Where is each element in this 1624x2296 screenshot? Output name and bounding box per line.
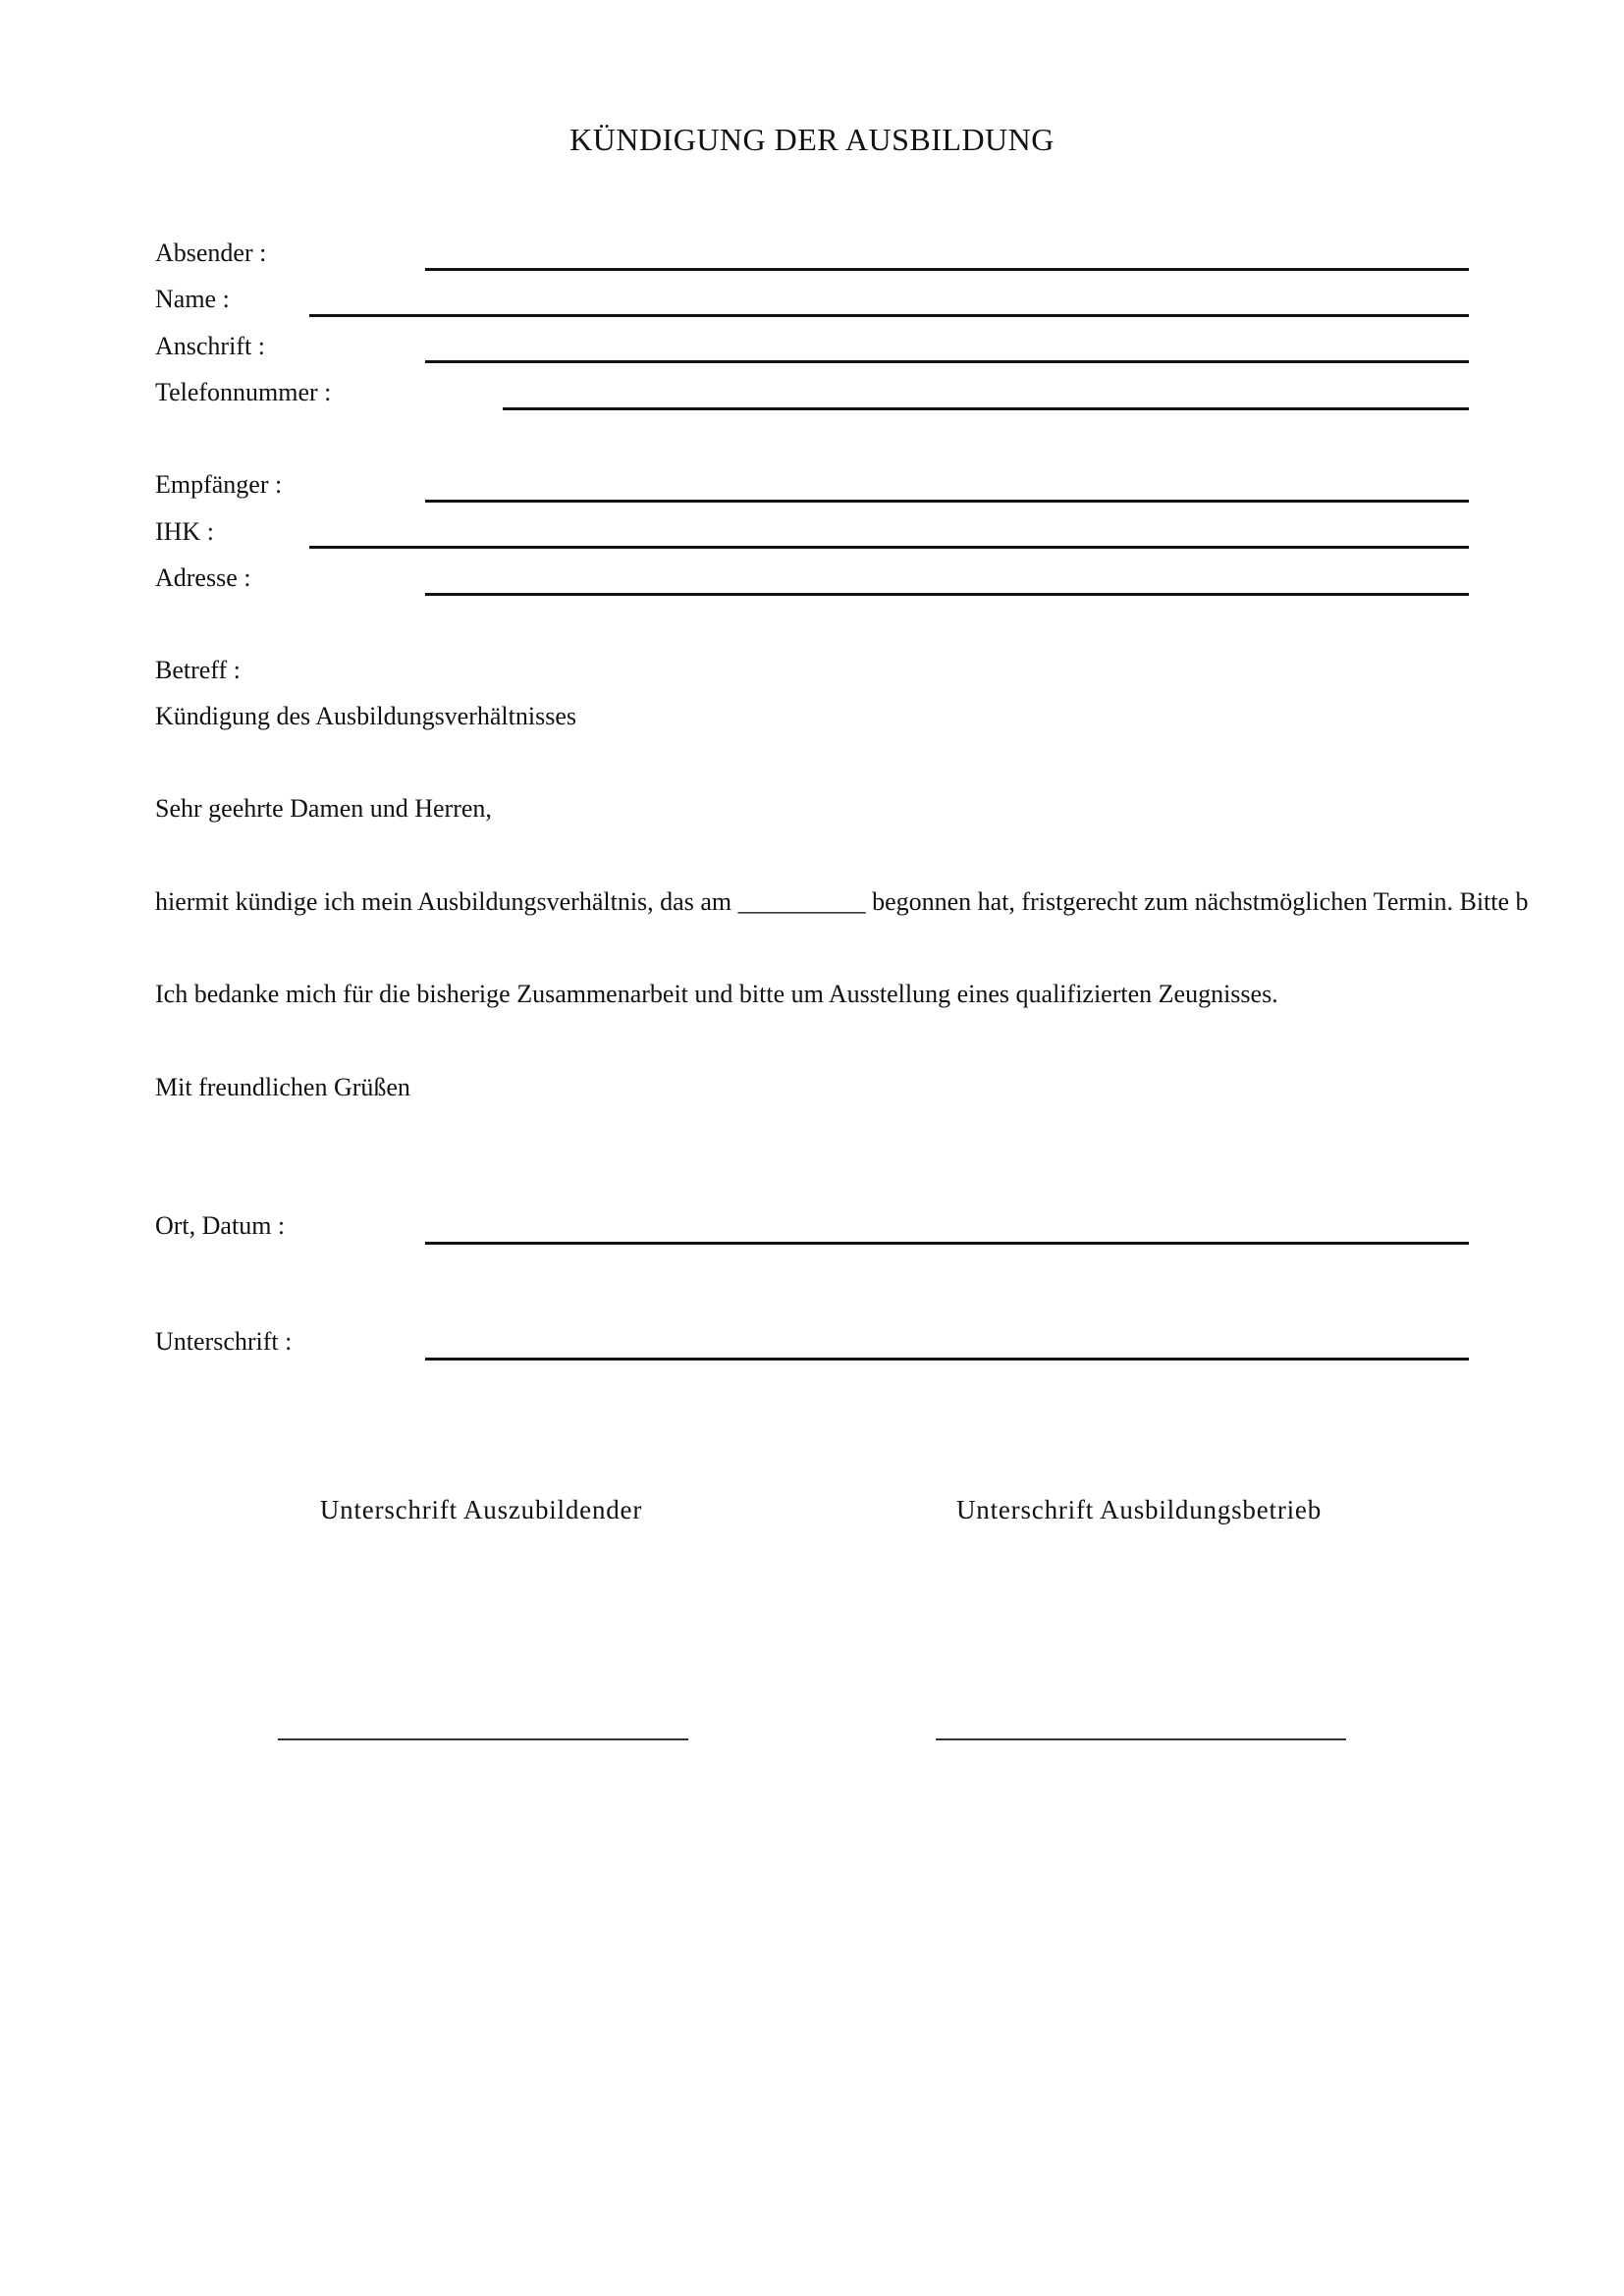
telefon-field-line[interactable] xyxy=(503,407,1469,410)
empfaenger-label: Empfänger : xyxy=(155,470,283,499)
signature-label-company: Unterschrift Ausbildungsbetrieb xyxy=(956,1495,1322,1524)
body-paragraph-2: Ich bedanke mich für die bisherige Zusammenarbeit und bitte um Ausstellung eines qualifizierten Zeugnisses. xyxy=(155,980,1278,1008)
signature-line-trainee[interactable] xyxy=(278,1738,688,1740)
ort-datum-label: Ort, Datum : xyxy=(155,1211,286,1240)
unterschrift-field-line[interactable] xyxy=(425,1358,1469,1361)
closing: Mit freundlichen Grüßen xyxy=(155,1073,410,1101)
salutation: Sehr geehrte Damen und Herren, xyxy=(155,794,492,823)
name-field-line[interactable] xyxy=(309,314,1469,317)
betreff-label: Betreff : xyxy=(155,656,241,684)
absender-field-line[interactable] xyxy=(425,268,1469,271)
ihk-label: IHK : xyxy=(155,517,214,546)
unterschrift-label: Unterschrift : xyxy=(155,1327,293,1356)
betreff-text: Kündigung des Ausbildungsverhältnisses xyxy=(155,702,576,730)
signature-line-company[interactable] xyxy=(936,1738,1346,1740)
ort-datum-field-line[interactable] xyxy=(425,1242,1469,1245)
signature-label-trainee: Unterschrift Auszubildender xyxy=(319,1495,643,1524)
adresse-field-line[interactable] xyxy=(425,593,1469,596)
document-title: KÜNDIGUNG DER AUSBILDUNG xyxy=(569,122,1055,157)
absender-label: Absender : xyxy=(155,239,267,267)
empfaenger-field-line[interactable] xyxy=(425,500,1469,503)
telefon-label: Telefonnummer : xyxy=(155,378,332,406)
anschrift-label: Anschrift : xyxy=(155,332,265,360)
ihk-field-line[interactable] xyxy=(309,546,1469,549)
adresse-label: Adresse : xyxy=(155,563,251,592)
anschrift-field-line[interactable] xyxy=(425,360,1469,363)
name-label: Name : xyxy=(155,285,230,313)
body-paragraph-1: hiermit kündige ich mein Ausbildungsverhältnis, das am __________ begonnen hat, fristgerecht zum nächstmöglichen Termin. Bitte b xyxy=(155,887,1529,916)
